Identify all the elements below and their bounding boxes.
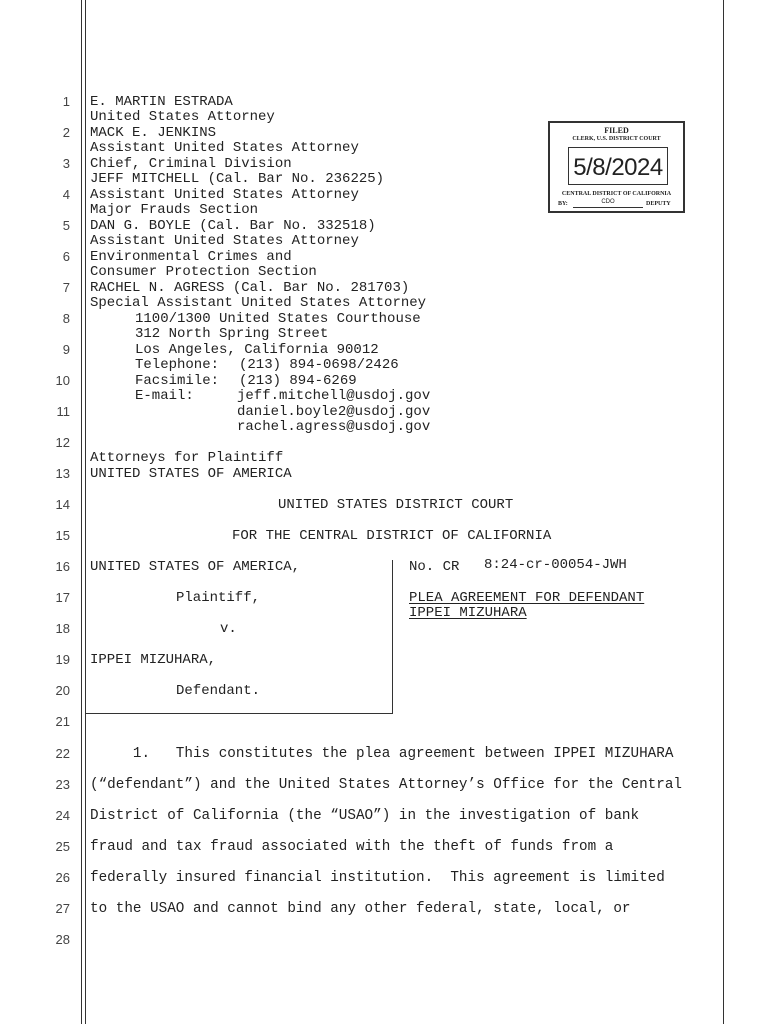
email-address: jeff.mitchell@usdoj.gov — [237, 388, 431, 404]
counsel-line: Assistant United States Attorney — [90, 187, 359, 203]
line-number: 4 — [62, 187, 70, 202]
counsel-line: Chief, Criminal Division — [90, 156, 292, 172]
line-number: 2 — [62, 125, 70, 140]
attorneys-for-line: Attorneys for Plaintiff — [90, 450, 284, 466]
line-number: 20 — [55, 683, 70, 698]
line-number: 25 — [55, 839, 70, 854]
stamp-clerk-label: CLERK, U.S. DISTRICT COURT — [572, 136, 661, 142]
document-title-line: IPPEI MIZUHARA — [409, 605, 527, 621]
counsel-line: Major Frauds Section — [90, 202, 259, 218]
right-margin-rule — [723, 0, 724, 1024]
caption-vertical-rule — [392, 560, 393, 714]
line-number: 21 — [55, 714, 70, 729]
line-number: 1 — [62, 94, 70, 109]
line-number: 8 — [62, 311, 70, 326]
case-number-label: No. CR — [409, 559, 460, 575]
facsimile-label: Facsimile: — [135, 373, 220, 389]
address-line: 312 North Spring Street — [135, 326, 329, 342]
address-line: Los Angeles, California 90012 — [135, 342, 379, 358]
case-number: 8:24-cr-00054-JWH — [484, 557, 627, 573]
stamp-by-label: BY: — [558, 201, 568, 207]
plaintiff-name: UNITED STATES OF AMERICA, — [90, 559, 301, 575]
stamp-district-label: CENTRAL DISTRICT OF CALIFORNIA — [561, 191, 672, 197]
court-district: FOR THE CENTRAL DISTRICT OF CALIFORNIA — [232, 528, 552, 544]
line-number: 17 — [55, 590, 70, 605]
stamp-date-box — [568, 147, 668, 185]
line-number: 15 — [55, 528, 70, 543]
stamp-deputy-initials: CDO — [601, 199, 615, 205]
defendant-role: Defendant. — [176, 683, 261, 699]
left-margin-rule-inner — [85, 0, 86, 1024]
counsel-line: Special Assistant United States Attorney — [90, 295, 427, 311]
line-number: 11 — [56, 404, 70, 419]
counsel-line: Consumer Protection Section — [90, 264, 317, 280]
line-number: 22 — [55, 746, 70, 761]
line-number: 7 — [62, 280, 70, 295]
counsel-line: United States Attorney — [90, 109, 275, 125]
counsel-line: JEFF MITCHELL (Cal. Bar No. 236225) — [90, 171, 385, 187]
counsel-line: E. MARTIN ESTRADA — [90, 94, 233, 110]
body-line: federally insured financial institution. This agreement is limited — [90, 870, 665, 886]
counsel-line: MACK E. JENKINS — [90, 125, 217, 141]
stamp-filed-label: FILED — [604, 126, 629, 135]
body-line: fraud and tax fraud associated with the theft of funds from a — [90, 839, 614, 855]
counsel-line: Environmental Crimes and — [90, 249, 292, 265]
counsel-line: DAN G. BOYLE (Cal. Bar No. 332518) — [90, 218, 376, 234]
line-number: 16 — [55, 559, 70, 574]
body-line: to the USAO and cannot bind any other federal, state, local, or — [90, 901, 631, 917]
line-number: 18 — [55, 621, 70, 636]
line-number: 13 — [55, 466, 70, 481]
document-title-line: PLEA AGREEMENT FOR DEFENDANT — [409, 590, 645, 606]
telephone-value: (213) 894-0698/2426 — [239, 357, 399, 373]
body-line: 1. This constitutes the plea agreement between IPPEI MIZUHARA — [90, 746, 674, 762]
telephone-label: Telephone: — [135, 357, 220, 373]
filed-stamp — [548, 121, 685, 213]
defendant-name: IPPEI MIZUHARA, — [90, 652, 217, 668]
counsel-line: Assistant United States Attorney — [90, 233, 359, 249]
body-line: (“defendant”) and the United States Attorney’s Office for the Central — [90, 777, 682, 793]
line-number: 27 — [55, 901, 70, 916]
line-number: 28 — [55, 932, 70, 947]
stamp-deputy-label: DEPUTY — [646, 201, 671, 207]
caption-horizontal-rule — [85, 713, 393, 714]
email-label: E-mail: — [135, 388, 194, 404]
line-number: 6 — [62, 249, 70, 264]
email-address: daniel.boyle2@usdoj.gov — [237, 404, 431, 420]
counsel-line: RACHEL N. AGRESS (Cal. Bar No. 281703) — [90, 280, 410, 296]
versus: v. — [220, 621, 237, 637]
line-number: 24 — [55, 808, 70, 823]
line-number: 9 — [62, 342, 70, 357]
line-number: 14 — [55, 497, 70, 512]
line-number: 12 — [55, 435, 70, 450]
plaintiff-role: Plaintiff, — [176, 590, 261, 606]
facsimile-value: (213) 894-6269 — [239, 373, 357, 389]
counsel-line: Assistant United States Attorney — [90, 140, 359, 156]
line-number: 19 — [55, 652, 70, 667]
line-number: 23 — [55, 777, 70, 792]
left-margin-rule-outer — [81, 0, 82, 1024]
line-number: 5 — [62, 218, 70, 233]
line-number: 10 — [55, 373, 70, 388]
body-line: District of California (the “USAO”) in the investigation of bank — [90, 808, 640, 824]
stamp-date: 5/8/2024 — [573, 154, 663, 181]
line-number: 3 — [62, 156, 70, 171]
stamp-signature-line — [573, 207, 643, 208]
attorneys-for-line: UNITED STATES OF AMERICA — [90, 466, 292, 482]
court-name: UNITED STATES DISTRICT COURT — [278, 497, 514, 513]
line-number: 26 — [55, 870, 70, 885]
email-address: rachel.agress@usdoj.gov — [237, 419, 431, 435]
address-line: 1100/1300 United States Courthouse — [135, 311, 421, 327]
